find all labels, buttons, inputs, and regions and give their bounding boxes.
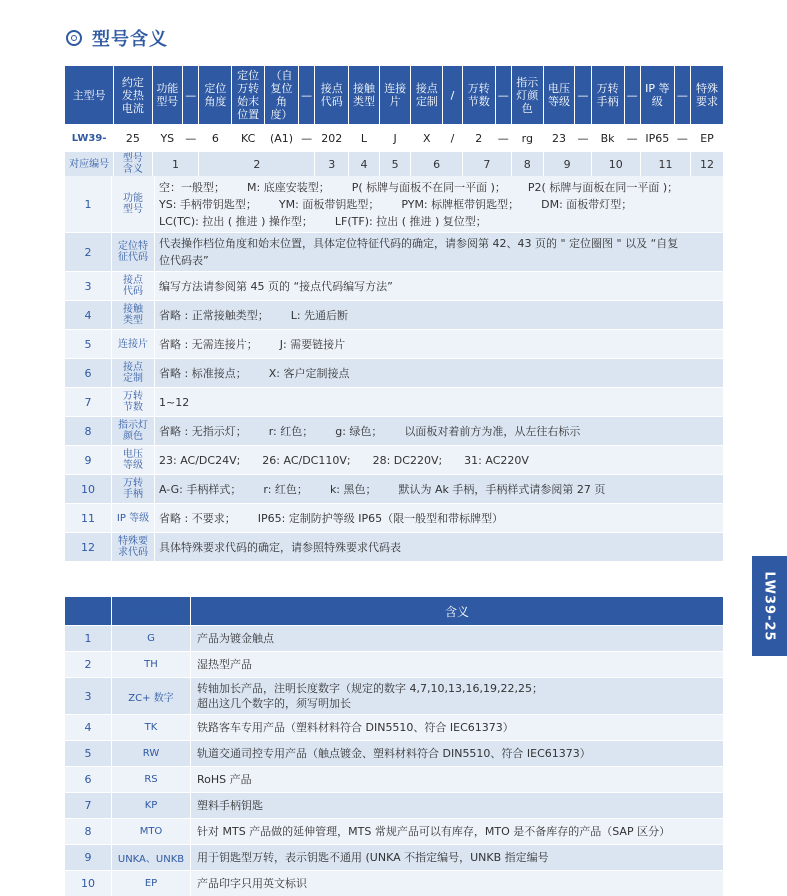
model-header-cell: 特殊 要求 xyxy=(691,66,723,124)
description-segment: 具体特殊要求代码的确定，请参照特殊要求代码表 xyxy=(159,540,401,554)
description-name: 万转 节数 xyxy=(112,388,154,416)
target-circle-icon xyxy=(66,30,82,46)
special-row xyxy=(65,871,723,896)
description-segment: 1~12 xyxy=(159,395,190,409)
model-example-cell: KC xyxy=(232,125,264,151)
model-example-cell: LW39- xyxy=(65,125,113,151)
description-segment: k: 黑色； xyxy=(329,482,377,496)
description-segment: M: 底座安装型； xyxy=(247,180,330,194)
description-row xyxy=(65,446,723,474)
description-segment: r: 红色； xyxy=(263,482,308,496)
model-index-row xyxy=(65,152,723,176)
index-row-label-2: 型号 含义 xyxy=(114,152,151,176)
model-header-cell: 定位 万转 始末 位置 xyxy=(232,66,264,124)
model-example-cell: 202 xyxy=(315,125,348,151)
special-no: 7 xyxy=(65,793,111,818)
description-segment: 以面板对着前方为准，从左往右标示 xyxy=(404,424,581,438)
model-index-cell: 7 xyxy=(463,152,511,176)
description-text xyxy=(155,301,723,329)
model-example-cell: L xyxy=(349,125,379,151)
description-line xyxy=(159,336,719,353)
description-segment: 23: AC/DC24V; xyxy=(159,453,241,467)
special-meaning: 产品印字只用英文标识 xyxy=(191,871,723,896)
description-name: 特殊要 求代码 xyxy=(112,533,154,561)
description-segment: 默认为 Ak 手柄，手柄样式请参阅第 27 页 xyxy=(398,482,606,496)
description-segment: PYM: 标牌框带钥匙型； xyxy=(401,197,520,211)
description-segment: g: 绿色； xyxy=(335,424,383,438)
model-header-cell: 主型号 xyxy=(65,66,113,124)
model-example-cell: — xyxy=(675,125,690,151)
description-segment: 位代码表” xyxy=(159,254,209,267)
description-line xyxy=(159,539,719,556)
model-example-cell: X xyxy=(411,125,442,151)
description-segment: LC(TC): 拉出 ( 推进 ) 操作型； xyxy=(159,214,313,228)
special-row xyxy=(65,626,723,651)
special-no: 4 xyxy=(65,715,111,740)
special-row xyxy=(65,652,723,677)
side-section-tab[interactable] xyxy=(752,556,787,656)
model-header-cell: — xyxy=(299,66,314,124)
description-segment: DM: 面板带灯型； xyxy=(541,197,633,211)
special-no: 10 xyxy=(65,871,111,896)
special-no: 8 xyxy=(65,819,111,844)
model-header-cell: 接触 类型 xyxy=(349,66,379,124)
description-no: 2 xyxy=(65,233,111,271)
model-example-cell: — xyxy=(183,125,198,151)
special-row xyxy=(65,715,723,740)
description-segment: 31: AC220V xyxy=(464,453,529,467)
description-no: 10 xyxy=(65,475,111,503)
special-code: KP xyxy=(112,793,190,818)
model-example-cell: YS xyxy=(153,125,183,151)
model-index-cell: 3 xyxy=(315,152,348,176)
special-row xyxy=(65,678,723,714)
model-index-cell: 8 xyxy=(512,152,543,176)
description-segment: L: 先通后断 xyxy=(290,308,349,322)
model-example-cell: 23 xyxy=(544,125,575,151)
description-line xyxy=(159,179,719,196)
description-segment: 省略 : 无需连接片； xyxy=(159,337,258,351)
special-meaning: 塑料手柄钥匙 xyxy=(191,793,723,818)
description-line xyxy=(159,235,719,252)
page-title: 型号含义 xyxy=(92,29,168,50)
special-no: 2 xyxy=(65,652,111,677)
special-row xyxy=(65,767,723,792)
description-text xyxy=(155,475,723,503)
description-name: 指示灯 颜色 xyxy=(112,417,154,445)
description-segment: LF(TF): 拉出 ( 推进 ) 复位型； xyxy=(334,214,487,228)
model-example-cell: (A1) xyxy=(265,125,298,151)
model-header-cell: — xyxy=(183,66,198,124)
special-code: ZC+ 数字 xyxy=(112,678,190,714)
special-no: 5 xyxy=(65,741,111,766)
description-text xyxy=(155,359,723,387)
description-text xyxy=(155,504,723,532)
model-index-cell: 2 xyxy=(199,152,314,176)
description-segment: YM: 面板带钥匙型； xyxy=(278,197,380,211)
description-row xyxy=(65,272,723,300)
description-no: 3 xyxy=(65,272,111,300)
description-line xyxy=(159,196,719,213)
model-table-header-row xyxy=(65,66,723,124)
description-row xyxy=(65,301,723,329)
model-example-cell: — xyxy=(575,125,590,151)
description-segment: 编写方法请参阅第 45 页的 “接点代码编写方法” xyxy=(159,279,393,293)
model-index-cell: 6 xyxy=(411,152,461,176)
special-row xyxy=(65,819,723,844)
model-example-cell: — xyxy=(299,125,314,151)
description-segment: J: 需要链接片 xyxy=(279,337,346,351)
description-row xyxy=(65,359,723,387)
model-example-cell: IP65 xyxy=(641,125,674,151)
description-row xyxy=(65,330,723,358)
description-line xyxy=(159,307,719,324)
model-header-cell: — xyxy=(575,66,590,124)
description-segment: P2( 标牌与面板在同一平面 )； xyxy=(527,180,679,194)
model-header-cell: / xyxy=(443,66,462,124)
description-line xyxy=(159,365,719,382)
description-segment: 26: AC/DC110V; xyxy=(262,453,351,467)
special-no: 1 xyxy=(65,626,111,651)
description-row xyxy=(65,176,723,232)
model-header-cell: — xyxy=(496,66,511,124)
model-example-cell: rg xyxy=(512,125,543,151)
model-header-cell: 万转 手柄 xyxy=(592,66,624,124)
description-no: 12 xyxy=(65,533,111,561)
description-text xyxy=(155,446,723,474)
description-name: 接点 代码 xyxy=(112,272,154,300)
index-row-label: 对应编号 xyxy=(65,152,113,176)
special-meaning: RoHS 产品 xyxy=(191,767,723,792)
model-header-cell: 接点 定制 xyxy=(411,66,442,124)
model-index-cell: 11 xyxy=(641,152,690,176)
description-line xyxy=(159,278,719,295)
description-line xyxy=(159,423,719,440)
special-row xyxy=(65,741,723,766)
description-text xyxy=(155,233,723,271)
model-index-cell: 5 xyxy=(380,152,411,176)
model-index-cell: 10 xyxy=(592,152,640,176)
model-example-cell: — xyxy=(496,125,511,151)
special-no: 9 xyxy=(65,845,111,870)
description-line xyxy=(159,481,719,498)
description-segment: r: 红色； xyxy=(268,424,314,438)
description-no: 1 xyxy=(65,176,111,232)
description-name: 连接片 xyxy=(112,330,154,358)
special-no: 6 xyxy=(65,767,111,792)
description-no: 9 xyxy=(65,446,111,474)
description-name: 定位特 征代码 xyxy=(112,233,154,271)
description-no: 6 xyxy=(65,359,111,387)
model-example-cell: J xyxy=(380,125,411,151)
description-name: 接点 定制 xyxy=(112,359,154,387)
description-line xyxy=(159,452,719,469)
description-segment: P( 标牌与面板不在同一平面 )； xyxy=(351,180,506,194)
special-meaning: 轨道交通司控专用产品（触点镀金、塑料材料符合 DIN5510、符合 IEC61373） xyxy=(191,741,723,766)
description-name: 功能 型号 xyxy=(112,176,154,232)
model-header-cell: 万转 节数 xyxy=(463,66,495,124)
description-row xyxy=(65,475,723,503)
description-name: 电压 等级 xyxy=(112,446,154,474)
special-code: RS xyxy=(112,767,190,792)
description-name: IP 等级 xyxy=(112,504,154,532)
special-requirements-table xyxy=(64,596,724,896)
description-text xyxy=(155,533,723,561)
model-example-cell: 25 xyxy=(114,125,151,151)
section-heading xyxy=(66,26,168,50)
description-row xyxy=(65,504,723,532)
model-index-cell: 12 xyxy=(691,152,723,176)
description-row xyxy=(65,533,723,561)
model-header-cell: IP 等 级 xyxy=(641,66,674,124)
description-no: 11 xyxy=(65,504,111,532)
description-segment: 省略 : 不要求； xyxy=(159,511,236,525)
special-no: 3 xyxy=(65,678,111,714)
special-code: UNKA、UNKB xyxy=(112,845,190,870)
model-header-cell: 定位 角度 xyxy=(199,66,231,124)
model-description-table xyxy=(64,175,724,562)
special-meaning: 用于钥匙型万转，表示钥匙不通用 (UNKA 不指定编号，UNKB 指定编号 xyxy=(191,845,723,870)
description-segment: YS: 手柄带钥匙型； xyxy=(159,197,257,211)
model-index-cell: 4 xyxy=(349,152,379,176)
description-segment: IP65: 定制防护等级 IP65（限一般型和带标牌型） xyxy=(257,511,504,525)
side-tab-label: LW39-25 xyxy=(762,570,778,642)
description-segment: X: 客户定制接点 xyxy=(268,366,350,380)
model-header-cell: — xyxy=(625,66,640,124)
description-no: 8 xyxy=(65,417,111,445)
special-meaning: 针对 MTS 产品做的延伸管理，MTS 常规产品可以有库存，MTO 是不备库存的产品（SAP 区分） xyxy=(191,819,723,844)
model-example-cell: — xyxy=(625,125,640,151)
description-no: 4 xyxy=(65,301,111,329)
description-name: 接触 类型 xyxy=(112,301,154,329)
model-header-cell: 约定 发热 电流 xyxy=(114,66,151,124)
header-meaning: 含义 xyxy=(191,597,723,625)
description-row xyxy=(65,388,723,416)
special-row xyxy=(65,793,723,818)
description-segment: A-G: 手柄样式； xyxy=(159,482,242,496)
header-code: 特殊要求代码 xyxy=(112,597,190,625)
special-meaning: 转轴加长产品，注明长度数字（规定的数字 4,7,10,13,16,19,22,25； 超出这几个数字的，须写明加长 xyxy=(191,678,723,714)
description-segment: 省略 : 正常接触类型； xyxy=(159,308,269,322)
special-code: TK xyxy=(112,715,190,740)
description-text xyxy=(155,330,723,358)
description-line xyxy=(159,394,719,411)
model-header-cell: （自 复位 角 度） xyxy=(265,66,298,124)
model-header-cell: — xyxy=(675,66,690,124)
description-line xyxy=(159,213,719,230)
description-segment: 空：一般型； xyxy=(159,180,225,194)
model-header-cell: 接点 代码 xyxy=(315,66,348,124)
description-line xyxy=(159,252,719,269)
description-text xyxy=(155,417,723,445)
description-name: 万转 手柄 xyxy=(112,475,154,503)
special-table-header-row xyxy=(65,597,723,625)
special-meaning: 铁路客车专用产品（塑料材料符合 DIN5510、符合 IEC61373） xyxy=(191,715,723,740)
description-segment: 代表操作档位角度和始末位置，具体定位特征代码的确定，请参阅第 42、43 页的 " 定位圈图 " 以及 “自复 xyxy=(159,237,679,250)
description-no: 5 xyxy=(65,330,111,358)
model-header-cell: 指示 灯颜 色 xyxy=(512,66,543,124)
model-index-cell: 9 xyxy=(544,152,591,176)
model-header-cell: 电压 等级 xyxy=(544,66,575,124)
special-code: TH xyxy=(112,652,190,677)
model-example-cell: Bk xyxy=(592,125,624,151)
model-example-cell: 2 xyxy=(463,125,495,151)
description-segment: 省略 : 无指示灯； xyxy=(159,424,247,438)
special-meaning: 产品为镀金触点 xyxy=(191,626,723,651)
model-example-cell: EP xyxy=(691,125,723,151)
description-text xyxy=(155,176,723,232)
special-code: EP xyxy=(112,871,190,896)
model-code-table xyxy=(64,65,724,177)
special-meaning: 湿热型产品 xyxy=(191,652,723,677)
description-no: 7 xyxy=(65,388,111,416)
model-index-cell: 1 xyxy=(153,152,199,176)
model-header-cell: 功能 型号 xyxy=(153,66,183,124)
description-text xyxy=(155,272,723,300)
special-code: RW xyxy=(112,741,190,766)
description-segment: 省略 : 标准接点； xyxy=(159,366,247,380)
model-example-row xyxy=(65,125,723,151)
description-line xyxy=(159,510,719,527)
description-row xyxy=(65,233,723,271)
description-text xyxy=(155,388,723,416)
model-example-cell: 6 xyxy=(199,125,231,151)
special-code: MTO xyxy=(112,819,190,844)
special-code: G xyxy=(112,626,190,651)
description-segment: 28: DC220V; xyxy=(372,453,443,467)
model-header-cell: 连接 片 xyxy=(380,66,411,124)
header-no: 序号 xyxy=(65,597,111,625)
model-example-cell: / xyxy=(443,125,462,151)
description-row xyxy=(65,417,723,445)
special-row xyxy=(65,845,723,870)
